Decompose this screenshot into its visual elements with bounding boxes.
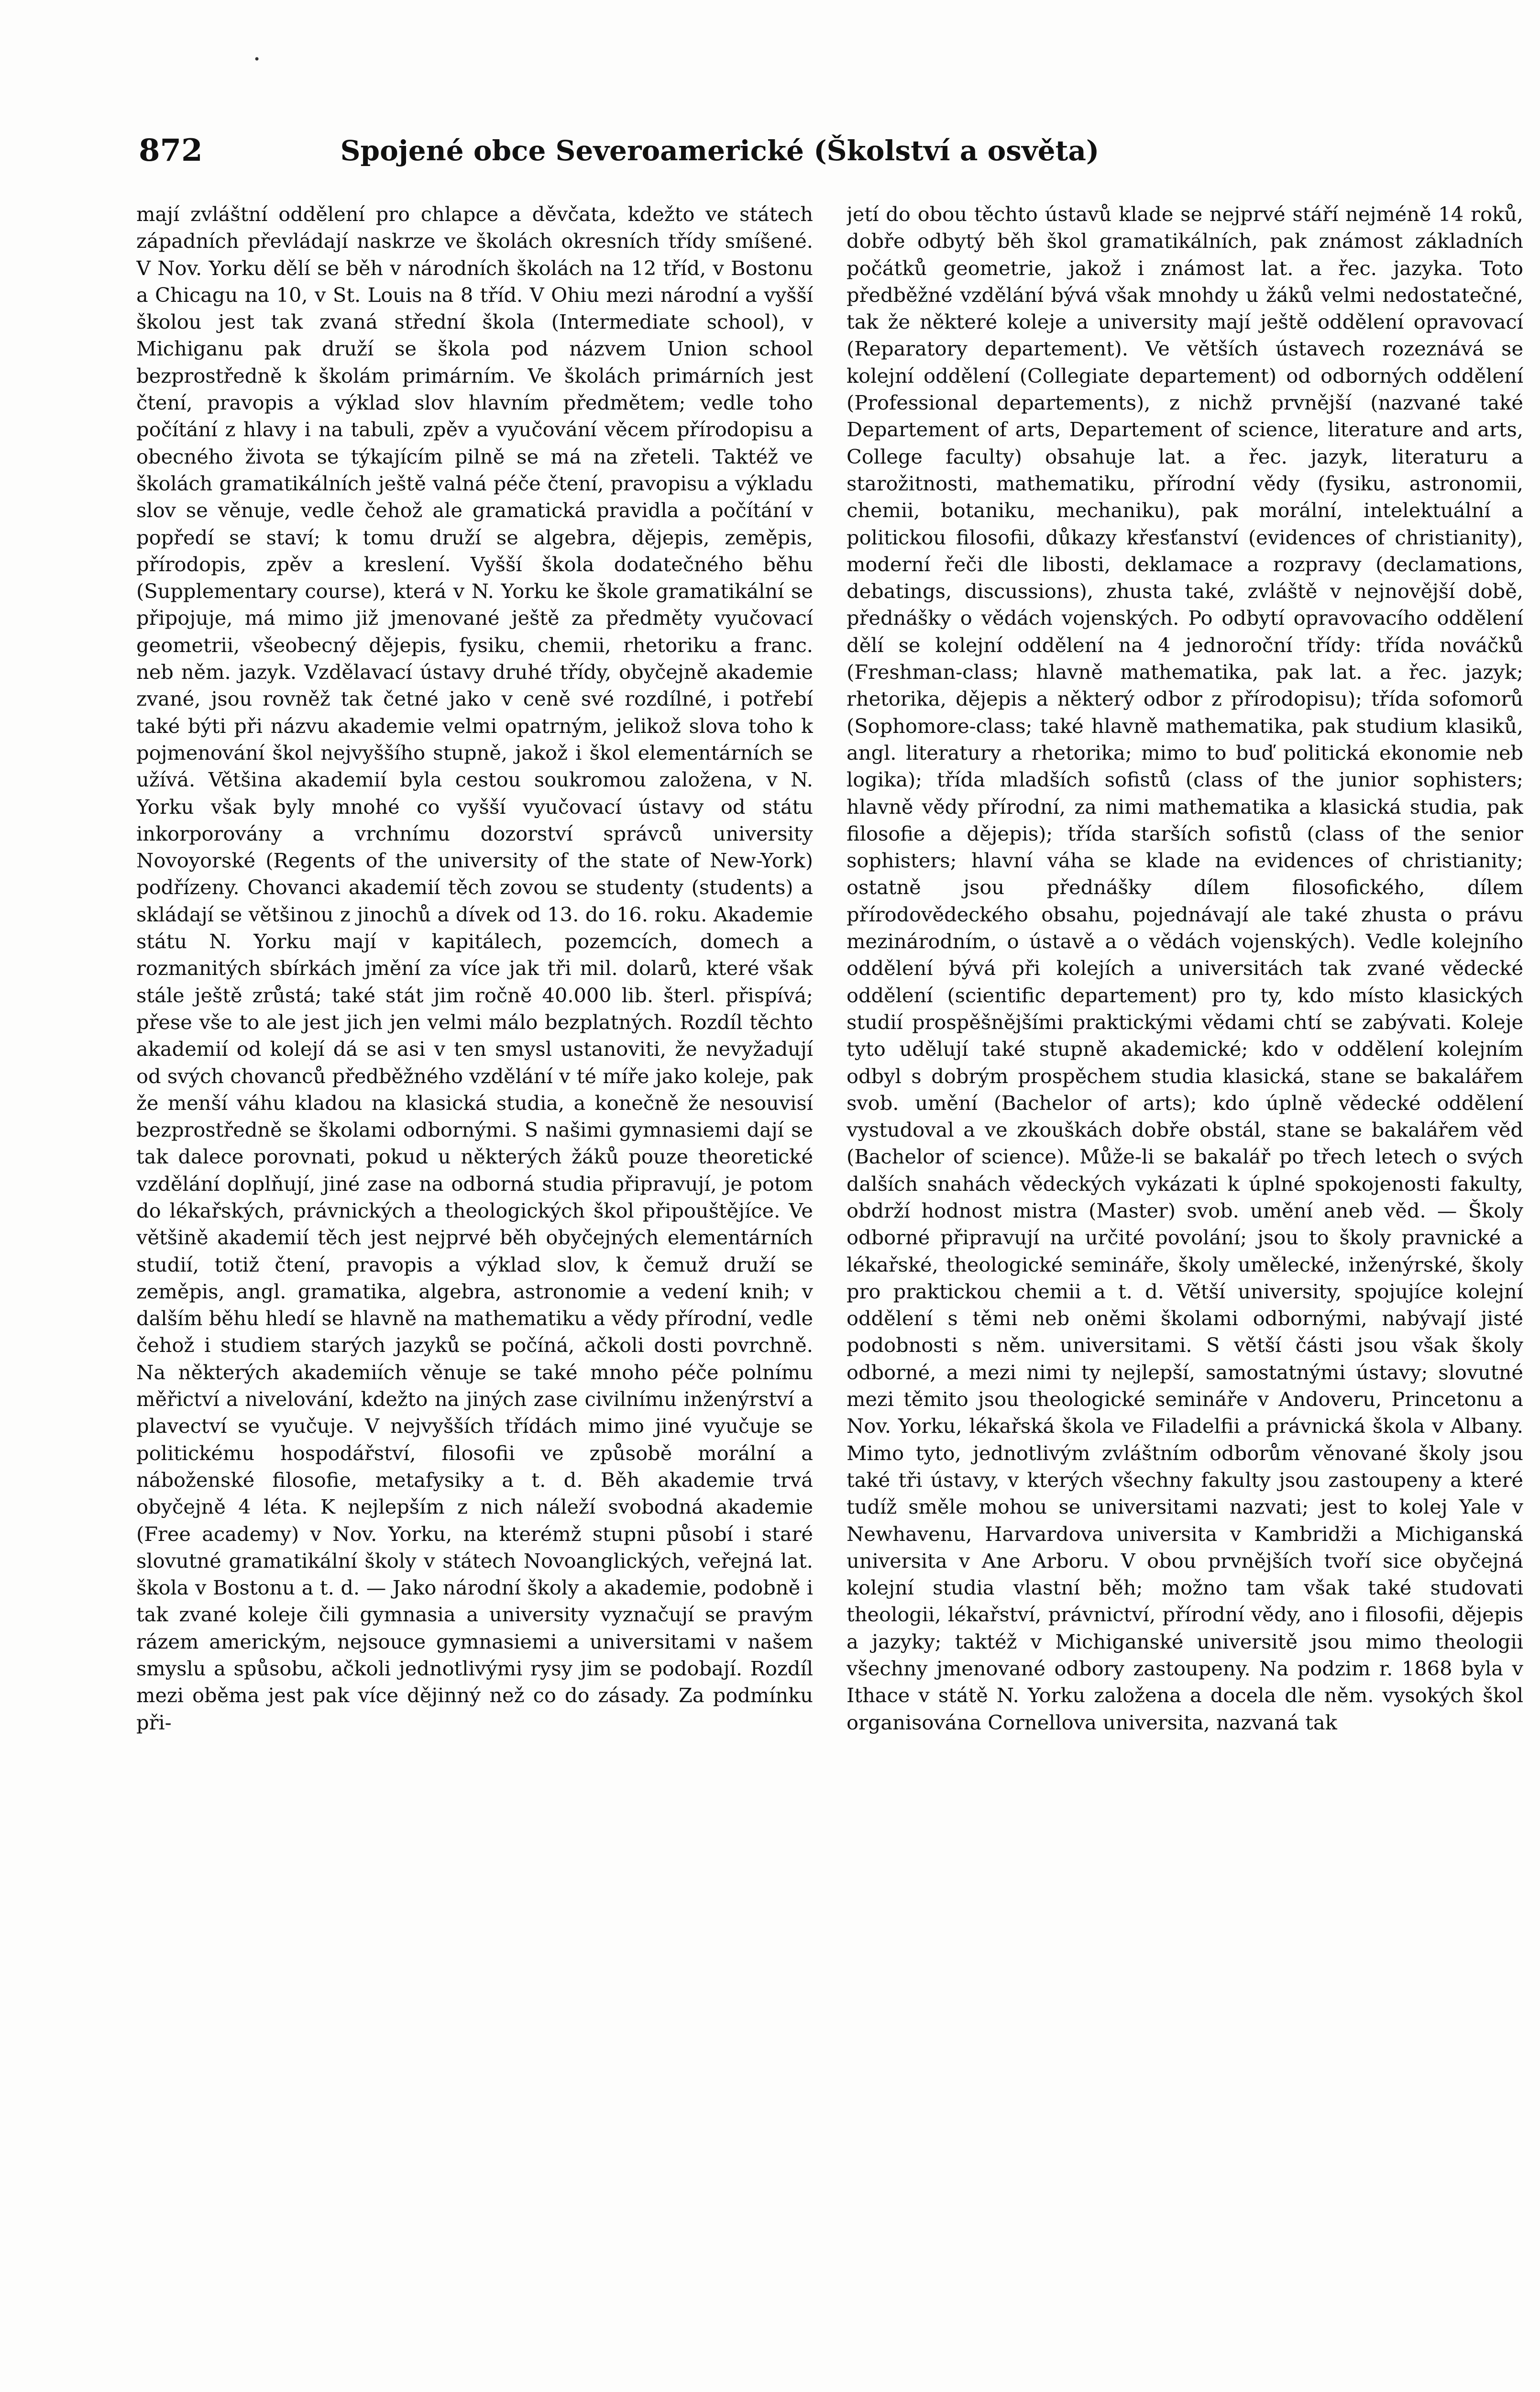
column-left-text: mají zvláštní oddělení pro chlapce a děvčata, kdežto ve státech západních převládají naskrze ve školách okresních třídy smíšené. V Nov. Yorku dělí se běh v národních školách na 12 tříd, v Bostonu a Chicagu na 10, v St. Louis na 8 tříd. V Ohiu mezi národní a vyšší školou jest tak zvaná střední škola (Intermediate school), v Michiganu pak druží se škola pod názvem Union school bezprostředně k školám primárním. Ve školách primárních jest čtení, pravopis a výklad slov hlavním předmětem; vedle toho počítání z hlavy i na tabuli, zpěv a vyučování věcem přírodopisu a obecného života se týkajícím pilně se má na zřeteli. Taktéž ve školách gramatikálních ještě valná péče čtení, pravopisu a výkladu slov se věnuje, vedle čehož ale gramatická pravidla a počítání v popředí se staví; k tomu druží se algebra, dějepis, zeměpis, přírodopis, zpěv a kreslení. Vyšší škola dodatečného běhu (Supplementary course), která v N. Yorku ke škole gramatikální se připojuje, má mimo již jmenované ještě za předměty vyučovací geometrii, všeobecný dějepis, fysiku, chemii, rhetoriku a franc. neb něm. jazyk. Vzdělavací ústavy druhé třídy, obyčejně akademie zvané, jsou rovněž tak četné jako v ceně své rozdílné, i potřebí také býti při názvu akademie velmi opatrným, jelikož slova toho k pojmenování škol nejvyššího stupně, jakož i škol elementárních se užívá. Většina akademií byla cestou soukromou založena, v N. Yorku však byly mnohé co vyšší vyučovací ústavy od státu inkorporovány a vrchnímu dozorství správců university Novoyorské (Regents of the university of the state of New-York) podřízeny. Chovanci akademií těch zovou se studenty (students) a skládají se většinou z jinochů a dívek od 13. do 16. roku. Akademie státu N. Yorku mají v kapitálech, pozemcích, domech a rozmanitých sbírkách jmění za více jak tři mil. dolarů, které však stále ještě zrůstá; také stát jim ročně 40.000 lib. šterl. přispívá; přese vše to ale jest jich jen velmi málo bezplatných. Rozdíl těchto akademií od kolejí dá se asi v ten smysl ustanoviti, že nevyžadují od svých chovanců předběžného vzdělání v té míře jako koleje, pak že menší váhu kladou na klasická studia, a konečně že nesouvisí bezprostředně se školami odbornými. S našimi gymnasiemi dají se tak dalece porovnati, pokud u některých žáků pouze theoretické vzdělání doplňují, jiné zase na odborná studia připravují, je potom do lékařských, právnických a theologických škol připouštějíce. Ve většině akademií těch jest nejprvé běh obyčejných elementárních studií, totiž čtení, pravopis a výklad slov, k čemuž druží se zeměpis, angl. gramatika, algebra, astronomie a vedení knih; v dalším běhu hledí se hlavně na mathematiku a vědy přírodní, vedle čehož i studiem starých jazyků se počíná, ačkoli dosti povrchně. Na některých akademiích věnuje se také mnoho péče polnímu měřictví a nivelování, kdežto na jiných zase civilnímu inženýrství a plavectví se vyučuje. V nejvyšších třídách mimo jiné vyučuje se politickému hospodářství, filosofii ve způsobě morální a náboženské filosofie, metafysiky a t. d. Běh akademie trvá obyčejně 4 léta. K nejlepším z nich náleží svobodná akademie (Free academy) v Nov. Yorku, na kterémž stupni působí i staré slovutné gramatikální školy v státech Novoanglických, veřejná lat. škola v Bostonu a t. d. — Jako národní školy a akademie, podobně i tak zvané koleje čili gymnasia a university vyznačují se pravým rázem americkým, nejsouce gymnasiemi a universitami v našem smyslu a spůsobu, ačkoli jednotlivými rysy jim se podobají. Rozdíl mezi oběma jest pak více dějinný než co do zásady. Za podmínku při- <box>136 202 813 1734</box>
page-speck: • <box>253 53 261 66</box>
page-number: 872 <box>139 133 203 168</box>
text-column-right <box>847 201 1523 2382</box>
page-header <box>139 129 1181 172</box>
running-title: Spojené obce Severoamerické (Školství a osvěta) <box>340 134 1100 167</box>
text-column-left <box>136 201 813 2382</box>
column-right-text: jetí do obou těchto ústavů klade se nejprvé stáří nejméně 14 roků, dobře odbytý běh škol gramatikálních, pak známost základních počátků geometrie, jakož i známost lat. a řec. jazyka. Toto předběžné vzdělání bývá však mnohdy u žáků velmi nedostatečné, tak že některé koleje a university mají ještě oddělení opravovací (Reparatory departement). Ve větších ústavech rozeznává se kolejní oddělení (Collegiate departement) od odborných oddělení (Professional departements), z nichž prvnější (nazvané také Departement of arts, Departement of science, literature and arts, College faculty) obsahuje lat. a řec. jazyk, literaturu a starožitnosti, mathematiku, přírodní vědy (fysiku, astronomii, chemii, botaniku, mechaniku), pak morální, intelektuální a politickou filosofii, důkazy křesťanství (evidences of christianity), moderní řeči dle libosti, deklamace a rozpravy (declamations, debatings, discussions), zhusta také, zvláště v nejnovější době, přednášky o vědách vojenských. Po odbytí opravovacího oddělení dělí se kolejní oddělení na 4 jednoroční třídy: třída nováčků (Freshman-class; hlavně mathematika, pak lat. a řec. jazyk; rhetorika, dějepis a některý odbor z přírodopisu); třída sofomorů (Sophomore-class; také hlavně mathematika, pak studium klasiků, angl. literatury a rhetorika; mimo to buď politická ekonomie neb logika); třída mladších sofistů (class of the junior sophisters; hlavně vědy přírodní, za nimi mathematika a klasická studia, pak filosofie a dějepis); třída starších sofistů (class of the senior sophisters; hlavní váha se klade na evidences of christianity; ostatně jsou přednášky dílem filosofického, dílem přírodovědeckého obsahu, pojednávají ale také zhusta o právu mezinárodním, o ústavě a o vědách vojenských). Vedle kolejního oddělení bývá při kolejích a universitách tak zvané vědecké oddělení (scientific departement) pro ty, kdo místo klasických studií prospěšnějšími praktickými vědami chtí se zabývati. Koleje tyto udělují také stupně akademické; kdo v oddělení kolejním odbyl s dobrým prospěchem studia klasická, stane se bakalářem svob. umění (Bachelor of arts); kdo úplně vědecké oddělení vystudoval a ve zkouškách dobře obstál, stane se bakalářem věd (Bachelor of science). Může-li se bakalář po třech letech o svých dalších snahách vědeckých vykázati k úplné spokojenosti fakulty, obdrží hodnost mistra (Master) svob. umění aneb věd. — Školy odborné připravují na určité povolání; jsou to školy pravnické a lékařské, theologické semináře, školy umělecké, inženýrské, školy pro praktickou chemii a t. d. Větší university, spojujíce kolejní oddělení s těmi neb oněmi školami odbornými, nabývají jisté podobnosti s něm. universitami. S větší části jsou však školy odborné, a mezi nimi ty nejlepší, samostatnými ústavy; slovutné mezi těmito jsou theologické semináře v Andoveru, Princetonu a Nov. Yorku, lékařská škola ve Filadelfii a právnická škola v Albany. Mimo tyto, jednotlivým zvláštním odborům věnované školy jsou také tři ústavy, v kterých všechny fakulty jsou zastoupeny a které tudíž směle mohou se universitami nazvati; jest to kolej Yale v Newhavenu, Harvardova universita v Kambridži a Michiganská universita v Ane Arboru. V obou prvnějších tvoří sice obyčejná kolejní studia vlastní běh; možno tam však také studovati theologii, lékařství, právnictví, přírodní vědy, ano i filosofii, dějepis a jazyky; taktéž v Michiganské universitě jsou mimo theologii všechny jmenované odbory zastoupeny. Na podzim r. 1868 byla v Ithace v státě N. Yorku založena a docela dle něm. vysokých škol organisována Cornellova universita, nazvaná tak <box>847 202 1523 1734</box>
